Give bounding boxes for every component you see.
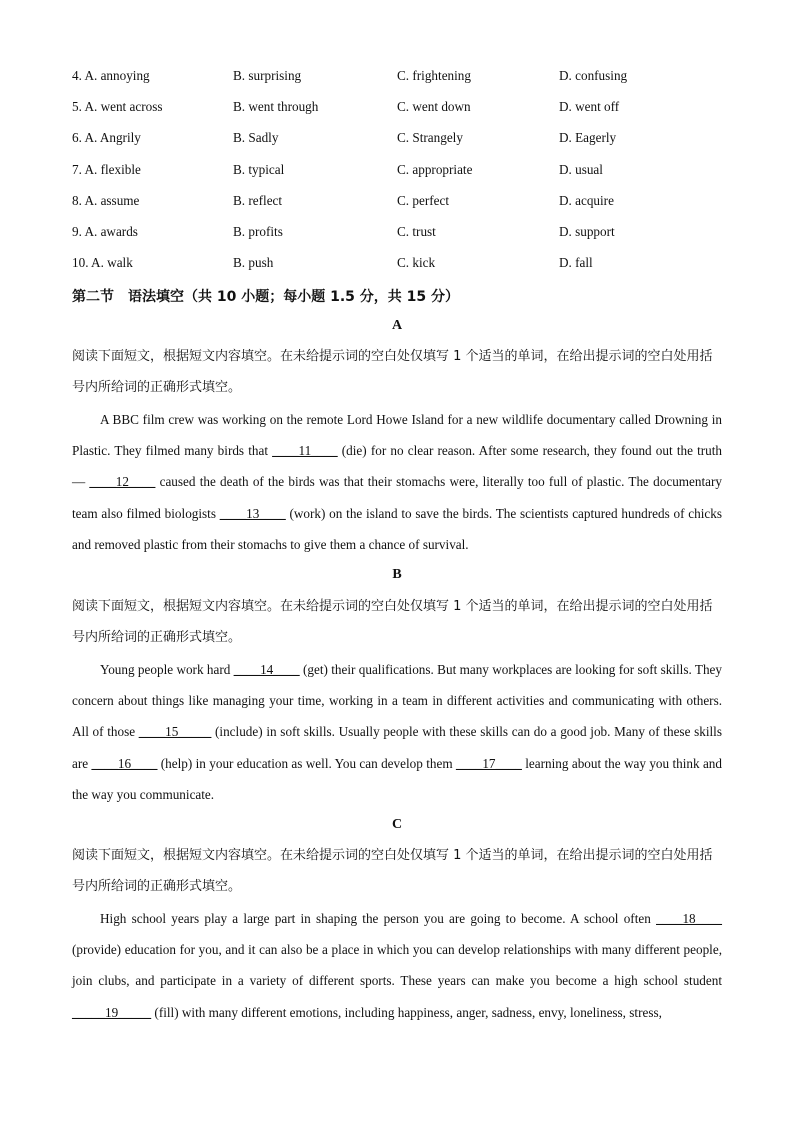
part-b-heading: B [392, 567, 402, 582]
option-d: D. usual [559, 161, 603, 177]
option-a: 5. A. went across [72, 99, 163, 115]
option-a: 8. A. assume [72, 192, 140, 208]
part-a-heading: A [391, 318, 403, 333]
option-a: 9. A. awards [72, 223, 138, 239]
option-row-9 [72, 224, 722, 255]
option-d: D. Eagerly [559, 130, 617, 146]
option-c: C. went down [397, 99, 471, 115]
option-b: B. typical [233, 161, 285, 177]
option-row-5 [72, 99, 722, 130]
option-b: B. push [233, 255, 274, 271]
option-c: C. kick [397, 255, 436, 271]
option-d: D. support [559, 223, 615, 239]
option-d: D. fall [559, 255, 593, 271]
option-c: C. Strangely [397, 130, 463, 146]
option-b: B. reflect [233, 192, 283, 208]
part-a-passage: A BBC film crew was working on the remote Lord Howe Island for a new wildlife documentary called Drowning in Plastic. They filmed many birds that ____11____ (die) for no clear reason. After some research, they found out the truth — ____12____ caused the death of the birds was that their stomachs were, literally too full of plastic. The documentary team also filmed biologists ____13____ (work) on the island to save the birds. The scientists captured hundreds of chicks and removed plastic from their stomachs to give them a chance of survival. [72, 412, 722, 552]
option-row-4 [72, 68, 722, 99]
option-row-7 [72, 162, 722, 193]
option-d: D. confusing [559, 68, 628, 83]
blank-19[interactable]: _____19_____ [72, 1004, 152, 1020]
option-d: D. acquire [559, 192, 614, 208]
blank-11[interactable]: ____11____ [272, 443, 338, 459]
answer-options [72, 68, 722, 286]
part-c-passage: High school years play a large part in shaping the person you are going to become. A school often ____18____ (provide) education for you, and it can also be a place in which you can develop relationships with many different people, join clubs, and participate in a variety of different sports. These years can make you become a high school student _____19_____ (fill) with many different emotions, including happiness, anger, sadness, envy, loneliness, stress, [72, 911, 722, 1020]
option-c: C. appropriate [397, 161, 473, 177]
option-c: C. perfect [397, 192, 449, 208]
option-b: B. surprising [233, 68, 302, 83]
option-c: C. frightening [397, 68, 471, 83]
blank-14[interactable]: ____14____ [233, 662, 300, 677]
option-b: B. profits [233, 223, 283, 239]
part-b-passage: Young people work hard ____14____ (get) their qualifications. But many workplaces are looking for soft skills. They concern about things like managing your time, working in a team in different activities and communicating with others. All of those ____15_____ (include) in soft skills. Usually people with these skills can do a good job. Many of these skills are ____16____ (help) in your education as well. You can develop them ____17____ learning about the way you think and the way you communicate. [72, 662, 722, 802]
option-a: 4. A. annoying [72, 68, 150, 83]
option-row-6 [72, 130, 722, 161]
option-row-8 [72, 193, 722, 224]
blank-17[interactable]: ____17____ [455, 755, 522, 771]
part-c-heading: C [391, 817, 403, 832]
blank-15[interactable]: ____15_____ [138, 724, 212, 740]
option-a: 6. A. Angrily [72, 130, 141, 146]
option-a: 10. A. walk [72, 255, 133, 271]
blank-12[interactable]: ____12____ [89, 474, 156, 490]
option-d: D. went off [559, 99, 620, 115]
option-c: C. trust [397, 223, 436, 239]
part-a-instruction: 阅读下面短文，根据短文内容填空。在未给提示词的空白处仅填写 1 个适当的单词，在给出提示词的空白处用括号内所给词的正确形式填空。 [72, 349, 713, 395]
part-c-instruction: 阅读下面短文，根据短文内容填空。在未给提示词的空白处仅填写 1 个适当的单词，在给出提示词的空白处用括号内所给词的正确形式填空。 [72, 848, 713, 894]
option-row-10 [72, 255, 722, 286]
part-b-instruction: 阅读下面短文，根据短文内容填空。在未给提示词的空白处仅填写 1 个适当的单词，在给出提示词的空白处用括号内所给词的正确形式填空。 [72, 599, 713, 645]
option-b: B. went through [233, 99, 319, 115]
section-title: 第二节 语法填空（共 10 小题；每小题 1.5 分，共 15 分） [72, 289, 460, 305]
blank-16[interactable]: ____16____ [91, 755, 158, 771]
option-b: B. Sadly [233, 130, 279, 146]
blank-13[interactable]: ____13____ [219, 505, 286, 521]
option-a: 7. A. flexible [72, 161, 141, 177]
blank-18[interactable]: ____18____ [656, 911, 722, 926]
